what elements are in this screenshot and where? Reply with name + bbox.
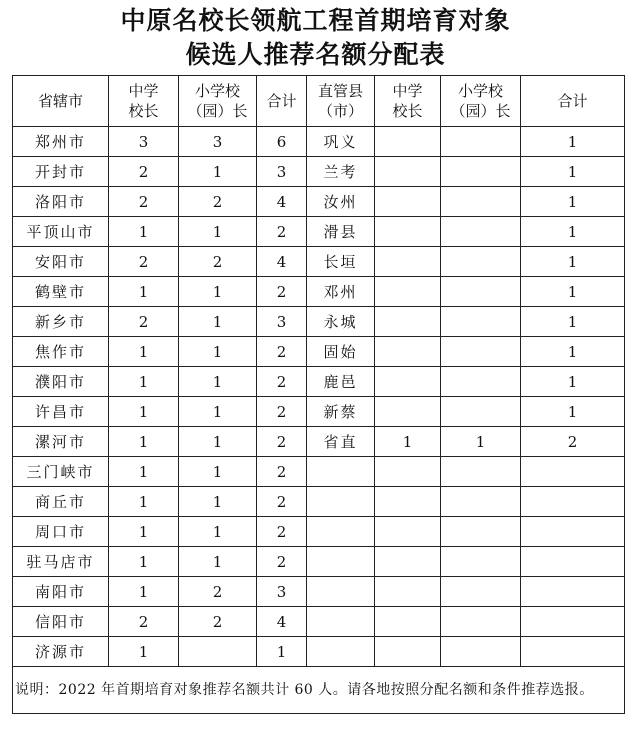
header-total-b: 合计 xyxy=(521,76,625,127)
cell-total: 2 xyxy=(257,547,307,577)
cell-county-middle xyxy=(375,367,441,397)
cell-county xyxy=(307,517,375,547)
cell-city: 平顶山市 xyxy=(13,217,109,247)
table-row xyxy=(13,397,625,427)
cell-primary: 1 xyxy=(179,337,257,367)
cell-city: 安阳市 xyxy=(13,247,109,277)
cell-county: 兰考 xyxy=(307,157,375,187)
cell-county: 鹿邑 xyxy=(307,367,375,397)
cell-primary: 1 xyxy=(179,307,257,337)
cell-county xyxy=(307,577,375,607)
cell-county-middle xyxy=(375,277,441,307)
cell-city: 许昌市 xyxy=(13,397,109,427)
table-row xyxy=(13,187,625,217)
table-row xyxy=(13,457,625,487)
cell-city: 南阳市 xyxy=(13,577,109,607)
cell-middle: 1 xyxy=(109,337,179,367)
cell-county-middle xyxy=(375,157,441,187)
table-row xyxy=(13,127,625,157)
cell-total: 2 xyxy=(257,217,307,247)
table-row xyxy=(13,547,625,577)
cell-middle: 2 xyxy=(109,247,179,277)
table-row xyxy=(13,277,625,307)
cell-city: 信阳市 xyxy=(13,607,109,637)
cell-primary: 1 xyxy=(179,277,257,307)
cell-county: 固始 xyxy=(307,337,375,367)
cell-total: 2 xyxy=(257,337,307,367)
cell-county-primary xyxy=(441,487,521,517)
cell-county-total: 1 xyxy=(521,217,625,247)
cell-county-middle xyxy=(375,487,441,517)
cell-middle: 1 xyxy=(109,517,179,547)
cell-county-middle xyxy=(375,247,441,277)
cell-city: 洛阳市 xyxy=(13,187,109,217)
cell-county-primary xyxy=(441,397,521,427)
cell-middle: 2 xyxy=(109,157,179,187)
cell-county-middle xyxy=(375,127,441,157)
header-middle: 中学 校长 xyxy=(109,76,179,127)
cell-county-primary xyxy=(441,337,521,367)
cell-county: 邓州 xyxy=(307,277,375,307)
cell-county-total xyxy=(521,577,625,607)
header-primary-b: 小学校 （园）长 xyxy=(441,76,521,127)
cell-primary: 1 xyxy=(179,487,257,517)
cell-middle: 1 xyxy=(109,577,179,607)
cell-city: 周口市 xyxy=(13,517,109,547)
header-row xyxy=(13,76,625,127)
cell-primary: 1 xyxy=(179,217,257,247)
cell-total: 2 xyxy=(257,397,307,427)
cell-primary: 2 xyxy=(179,187,257,217)
cell-county xyxy=(307,607,375,637)
cell-primary: 1 xyxy=(179,457,257,487)
cell-total: 2 xyxy=(257,517,307,547)
cell-middle: 3 xyxy=(109,127,179,157)
cell-county-middle xyxy=(375,517,441,547)
cell-county-total: 2 xyxy=(521,427,625,457)
table-row xyxy=(13,487,625,517)
cell-county-middle xyxy=(375,607,441,637)
cell-county-primary xyxy=(441,367,521,397)
table-body xyxy=(13,127,625,667)
cell-middle: 1 xyxy=(109,427,179,457)
cell-county-middle: 1 xyxy=(375,427,441,457)
cell-primary: 1 xyxy=(179,157,257,187)
cell-primary: 2 xyxy=(179,607,257,637)
cell-county-middle xyxy=(375,547,441,577)
cell-county-primary xyxy=(441,157,521,187)
cell-county: 长垣 xyxy=(307,247,375,277)
cell-county: 巩义 xyxy=(307,127,375,157)
title-line-1: 中原名校长领航工程首期培育对象 xyxy=(120,6,511,35)
cell-primary: 1 xyxy=(179,547,257,577)
cell-total: 3 xyxy=(257,307,307,337)
cell-total: 3 xyxy=(257,157,307,187)
cell-primary: 2 xyxy=(179,247,257,277)
cell-middle: 1 xyxy=(109,457,179,487)
quota-table xyxy=(12,75,625,714)
cell-middle: 1 xyxy=(109,487,179,517)
cell-county xyxy=(307,457,375,487)
header-primary: 小学校 （园）长 xyxy=(179,76,257,127)
cell-middle: 1 xyxy=(109,397,179,427)
cell-total: 6 xyxy=(257,127,307,157)
cell-county xyxy=(307,487,375,517)
cell-middle: 2 xyxy=(109,187,179,217)
header-total: 合计 xyxy=(257,76,307,127)
cell-county-primary xyxy=(441,577,521,607)
cell-county: 汝州 xyxy=(307,187,375,217)
cell-middle: 1 xyxy=(109,637,179,667)
cell-county-total: 1 xyxy=(521,367,625,397)
cell-county-primary xyxy=(441,277,521,307)
cell-county-middle xyxy=(375,187,441,217)
cell-county xyxy=(307,547,375,577)
cell-county-primary xyxy=(441,217,521,247)
table-row xyxy=(13,337,625,367)
cell-middle: 1 xyxy=(109,277,179,307)
cell-total: 3 xyxy=(257,577,307,607)
table-row xyxy=(13,637,625,667)
cell-county-primary xyxy=(441,307,521,337)
header-middle-b: 中学 校长 xyxy=(375,76,441,127)
cell-county-primary xyxy=(441,517,521,547)
cell-city: 焦作市 xyxy=(13,337,109,367)
cell-county-primary xyxy=(441,607,521,637)
cell-primary: 2 xyxy=(179,577,257,607)
cell-county-primary xyxy=(441,127,521,157)
cell-county: 省直 xyxy=(307,427,375,457)
table-row xyxy=(13,427,625,457)
note-text: 说明：2022 年首期培育对象推荐名额共计 60 人。请各地按照分配名额和条件推荐选报。 xyxy=(13,667,625,714)
cell-middle: 1 xyxy=(109,367,179,397)
cell-total: 4 xyxy=(257,247,307,277)
cell-county-middle xyxy=(375,577,441,607)
cell-city: 新乡市 xyxy=(13,307,109,337)
cell-total: 2 xyxy=(257,487,307,517)
cell-city: 三门峡市 xyxy=(13,457,109,487)
table-row xyxy=(13,517,625,547)
cell-county-middle xyxy=(375,637,441,667)
cell-total: 2 xyxy=(257,367,307,397)
cell-county-primary xyxy=(441,637,521,667)
cell-county-total: 1 xyxy=(521,397,625,427)
cell-total: 4 xyxy=(257,607,307,637)
cell-total: 2 xyxy=(257,457,307,487)
cell-county: 永城 xyxy=(307,307,375,337)
cell-middle: 1 xyxy=(109,217,179,247)
cell-primary xyxy=(179,637,257,667)
cell-middle: 2 xyxy=(109,307,179,337)
cell-primary: 1 xyxy=(179,427,257,457)
cell-county-middle xyxy=(375,337,441,367)
cell-city: 商丘市 xyxy=(13,487,109,517)
table-row xyxy=(13,157,625,187)
cell-county: 新蔡 xyxy=(307,397,375,427)
cell-city: 郑州市 xyxy=(13,127,109,157)
table-row xyxy=(13,577,625,607)
cell-city: 鹤壁市 xyxy=(13,277,109,307)
cell-middle: 2 xyxy=(109,607,179,637)
cell-county-total xyxy=(521,547,625,577)
cell-city: 开封市 xyxy=(13,157,109,187)
cell-primary: 3 xyxy=(179,127,257,157)
cell-city: 驻马店市 xyxy=(13,547,109,577)
cell-county-primary xyxy=(441,247,521,277)
cell-total: 2 xyxy=(257,277,307,307)
cell-county-middle xyxy=(375,457,441,487)
cell-county-primary: 1 xyxy=(441,427,521,457)
cell-county-total xyxy=(521,637,625,667)
header-city: 省辖市 xyxy=(13,76,109,127)
cell-county-primary xyxy=(441,187,521,217)
cell-total: 1 xyxy=(257,637,307,667)
cell-county-total xyxy=(521,457,625,487)
note-row xyxy=(13,667,625,714)
cell-primary: 1 xyxy=(179,517,257,547)
cell-city: 济源市 xyxy=(13,637,109,667)
cell-county-middle xyxy=(375,217,441,247)
cell-county-total xyxy=(521,517,625,547)
cell-county-total: 1 xyxy=(521,247,625,277)
cell-city: 漯河市 xyxy=(13,427,109,457)
cell-total: 2 xyxy=(257,427,307,457)
cell-county-middle xyxy=(375,397,441,427)
cell-county-primary xyxy=(441,457,521,487)
cell-city: 濮阳市 xyxy=(13,367,109,397)
cell-county: 滑县 xyxy=(307,217,375,247)
cell-county-total: 1 xyxy=(521,157,625,187)
cell-county-total xyxy=(521,487,625,517)
cell-primary: 1 xyxy=(179,397,257,427)
cell-county-total: 1 xyxy=(521,277,625,307)
cell-county xyxy=(307,637,375,667)
cell-county-total: 1 xyxy=(521,337,625,367)
table-row xyxy=(13,607,625,637)
title-line-2: 候选人推荐名额分配表 xyxy=(185,40,446,69)
cell-total: 4 xyxy=(257,187,307,217)
table-row xyxy=(13,247,625,277)
cell-county-primary xyxy=(441,547,521,577)
cell-county-middle xyxy=(375,307,441,337)
cell-middle: 1 xyxy=(109,547,179,577)
table-row xyxy=(13,307,625,337)
cell-county-total: 1 xyxy=(521,187,625,217)
cell-primary: 1 xyxy=(179,367,257,397)
table-row xyxy=(13,367,625,397)
cell-county-total xyxy=(521,607,625,637)
cell-county-total: 1 xyxy=(521,307,625,337)
table-row xyxy=(13,217,625,247)
cell-county-total: 1 xyxy=(521,127,625,157)
header-county: 直管县 （市） xyxy=(307,76,375,127)
